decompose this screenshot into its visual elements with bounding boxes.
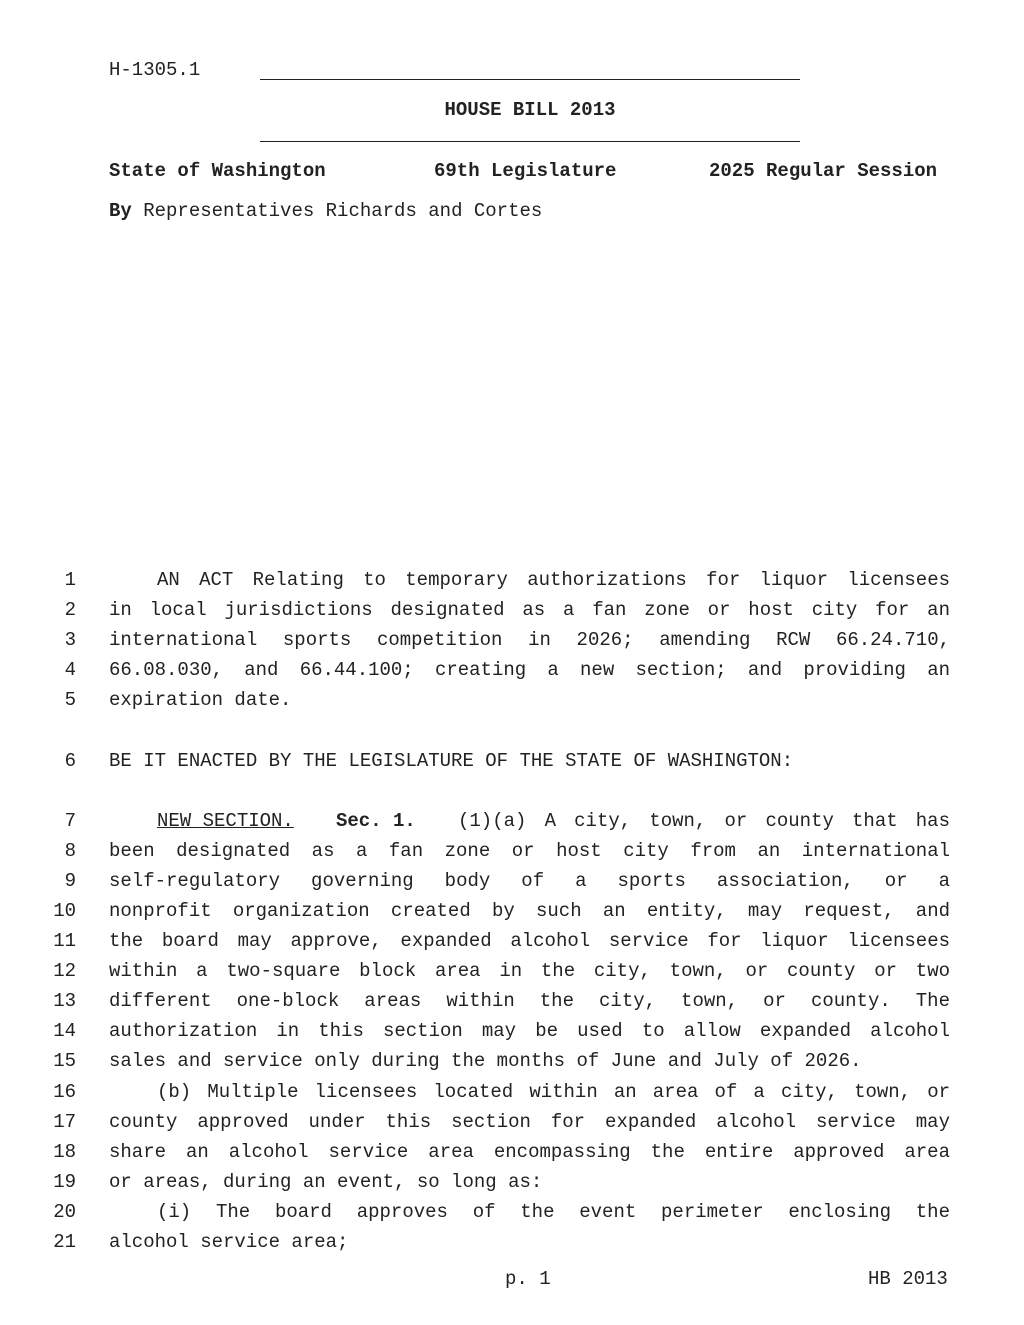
enacting-clause: BE IT ENACTED BY THE LEGISLATURE OF THE STATE OF WASHINGTON:	[109, 750, 794, 772]
section-text-line: share an alcohol service area encompassing the entire approved area	[109, 1141, 950, 1163]
section-text-line: sales and service only during the months of June and July of 2026.	[109, 1050, 862, 1072]
section-1-first-line: (1)(a) A city, town, or county that has	[458, 810, 950, 832]
line-number: 21	[53, 1231, 76, 1253]
section-text-line: or areas, during an event, so long as:	[109, 1171, 543, 1193]
line-number: 14	[53, 1020, 76, 1042]
page-number: p. 1	[505, 1268, 551, 1290]
act-title-line: in local jurisdictions designated as a fan zone or host city for an	[109, 599, 950, 621]
line-number: 17	[53, 1111, 76, 1133]
section-text-line: county approved under this section for expanded alcohol service may	[109, 1111, 950, 1133]
section-text-line: (b) Multiple licensees located within an area of a city, town, or	[157, 1081, 950, 1103]
line-number: 10	[53, 900, 76, 922]
line-number: 18	[53, 1141, 76, 1163]
section-text-line: authorization in this section may be used to allow expanded alcohol	[109, 1020, 950, 1042]
sponsor-line	[109, 199, 542, 223]
line-number: 7	[64, 810, 76, 832]
state-name: State of Washington	[109, 160, 326, 182]
line-number: 2	[64, 599, 76, 621]
line-number: 12	[53, 960, 76, 982]
section-number: Sec. 1.	[336, 810, 416, 832]
legislature: 69th Legislature	[434, 160, 617, 182]
section-text-line: self-regulatory governing body of a sports association, or a	[109, 870, 950, 892]
act-title-line: 66.08.030, and 66.44.100; creating a new section; and providing an	[109, 659, 950, 681]
by-label: By	[109, 200, 132, 222]
act-title-line: expiration date.	[109, 689, 292, 711]
line-number: 16	[53, 1081, 76, 1103]
line-number: 19	[53, 1171, 76, 1193]
bottom-rule	[260, 141, 800, 142]
bill-title: HOUSE BILL 2013	[444, 99, 616, 121]
line-number: 4	[64, 659, 76, 681]
line-number: 11	[53, 930, 76, 952]
act-title-line: international sports competition in 2026; amending RCW 66.24.710,	[109, 629, 950, 651]
line-number: 20	[53, 1201, 76, 1223]
session: 2025 Regular Session	[709, 160, 938, 182]
line-number: 5	[64, 689, 76, 711]
section-text-line: been designated as a fan zone or host city from an international	[109, 840, 950, 862]
line-number: 8	[64, 840, 76, 862]
draft-code: H-1305.1	[109, 59, 201, 81]
line-number: 6	[64, 750, 76, 772]
new-section-label: NEW SECTION.	[157, 810, 294, 832]
footer-bill-id: HB 2013	[868, 1268, 948, 1290]
top-rule	[260, 79, 800, 80]
line-number: 13	[53, 990, 76, 1012]
section-text-line: different one-block areas within the city, town, or county. The	[109, 990, 950, 1012]
section-text-line: the board may approve, expanded alcohol service for liquor licensees	[109, 930, 950, 952]
line-number: 9	[64, 870, 76, 892]
section-text-line: within a two-square block area in the city, town, or county or two	[109, 960, 950, 982]
act-title-line: AN ACT Relating to temporary authorizations for liquor licensees	[157, 569, 950, 591]
section-text-line: alcohol service area;	[109, 1231, 349, 1253]
section-text-line: nonprofit organization created by such an entity, may request, and	[109, 900, 950, 922]
line-number: 1	[64, 569, 76, 591]
section-text-line: (i) The board approves of the event perimeter enclosing the	[157, 1201, 950, 1223]
line-number: 15	[53, 1050, 76, 1072]
line-number: 3	[64, 629, 76, 651]
section-1-heading-line	[157, 809, 950, 833]
sponsors: Representatives Richards and Cortes	[143, 200, 543, 222]
